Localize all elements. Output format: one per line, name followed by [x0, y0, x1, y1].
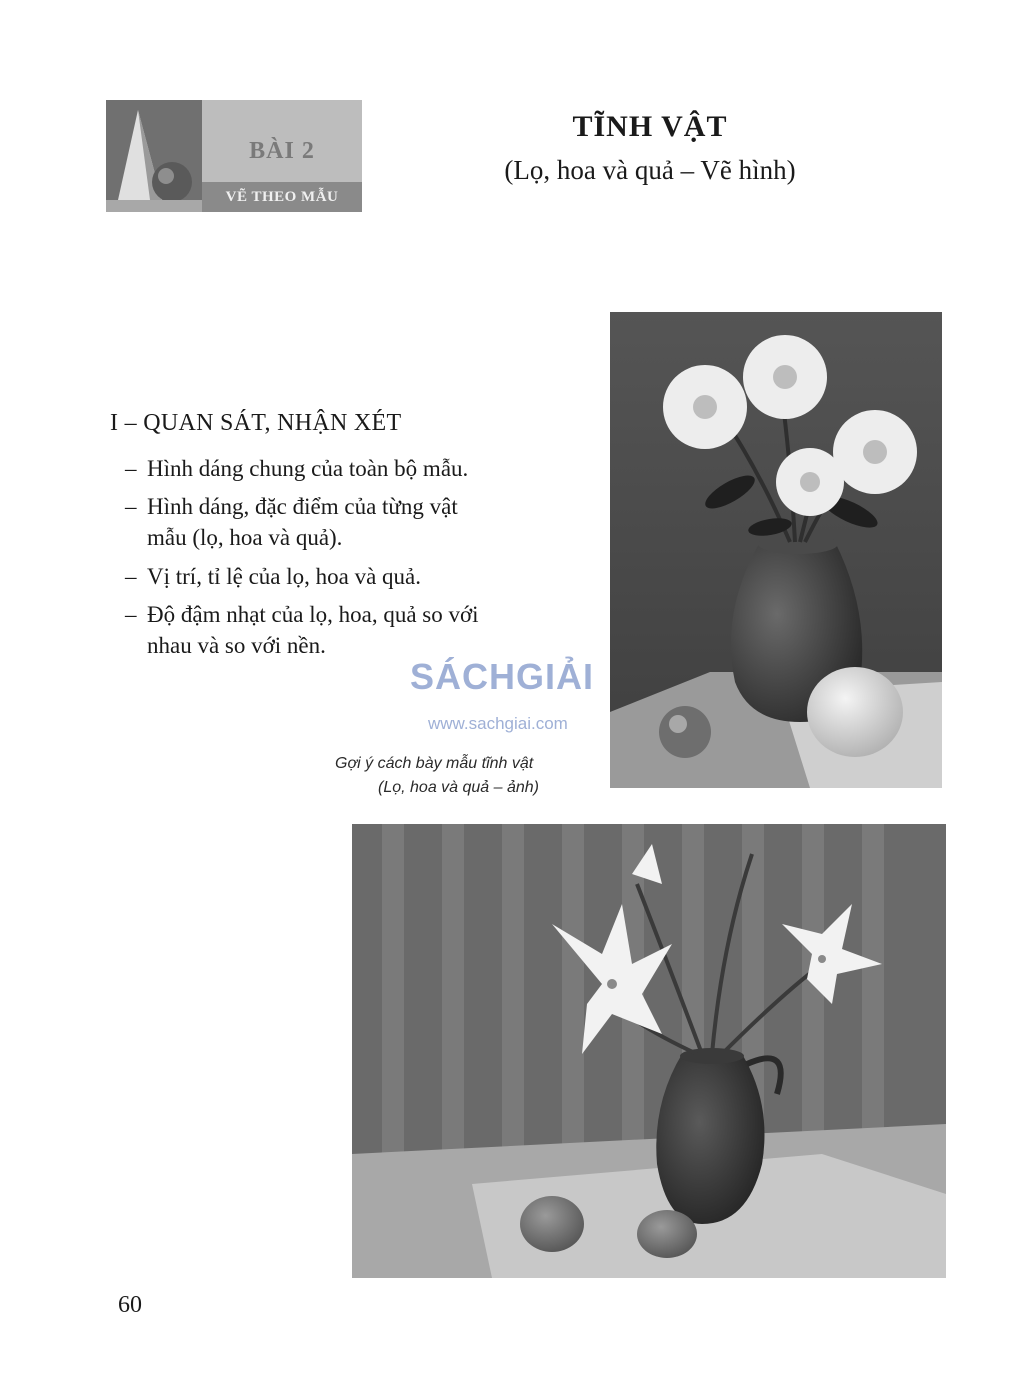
list-item-text: Độ đậm nhạt của lọ, hoa, quả so với nhau và so với nền.: [147, 602, 479, 658]
photo-vase-lilies: [352, 824, 946, 1278]
watermark-logo: SÁCHGIẢI: [410, 656, 595, 697]
bullet-dash: –: [125, 494, 137, 519]
lesson-category: VẼ THEO MẪU: [202, 182, 362, 212]
page-number: 60: [118, 1292, 142, 1318]
watermark-url: www.sachgiai.com: [428, 714, 568, 733]
photo-vase-chrysanthemums: [610, 312, 942, 788]
bullet-dash: –: [125, 564, 137, 589]
page-title: TĨNH VẬT: [572, 110, 728, 143]
list-item: [125, 491, 525, 553]
section-heading: I – QUAN SÁT, NHẬN XÉT: [110, 410, 402, 436]
list-item-text: Hình dáng, đặc điểm của từng vật mẫu (lọ, hoa và quả).: [147, 494, 458, 550]
list-item: [125, 561, 525, 592]
caption-line-2: (Lọ, hoa và quả – ảnh): [378, 779, 540, 796]
photo-caption: [300, 752, 600, 800]
bullet-dash: –: [125, 456, 137, 481]
page-subtitle: (Lọ, hoa và quả – Vẽ hình): [504, 155, 796, 185]
badge-cone-sphere-picture: [106, 100, 202, 212]
list-item: [125, 453, 525, 484]
caption-line-1: Gợi ý cách bày mẫu tĩnh vật: [335, 755, 534, 772]
watermark: [410, 640, 620, 740]
lesson-badge: [106, 100, 362, 212]
bullet-dash: –: [125, 602, 137, 627]
list-item-text: Hình dáng chung của toàn bộ mẫu.: [147, 456, 469, 481]
lesson-number: BÀI 2: [249, 138, 315, 164]
list-item-text: Vị trí, tỉ lệ của lọ, hoa và quả.: [147, 564, 422, 589]
